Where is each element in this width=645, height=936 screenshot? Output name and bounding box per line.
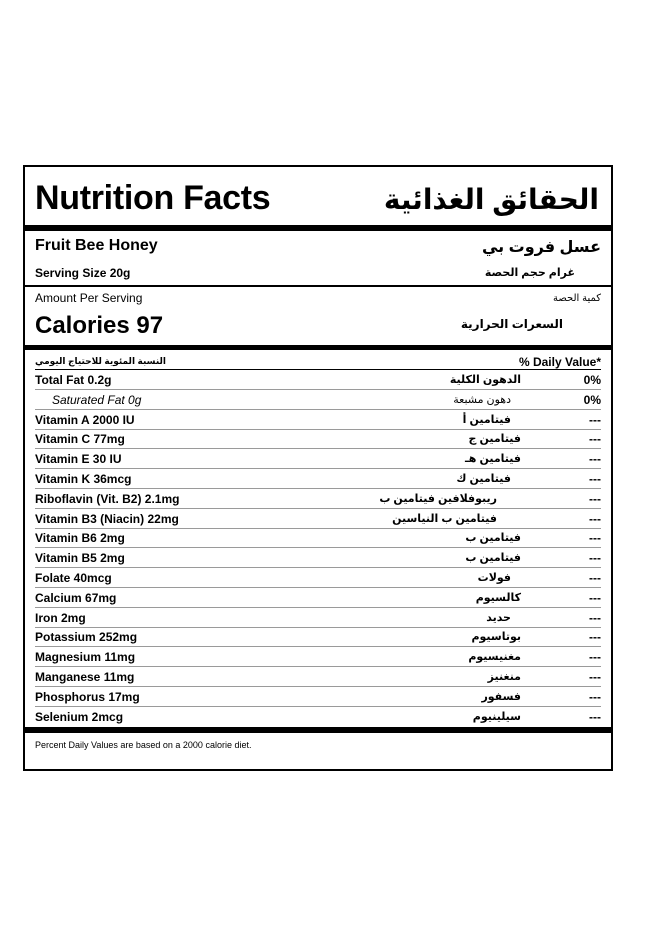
nutrient-row — [35, 449, 601, 469]
serving-size-english: Serving Size 20g — [35, 266, 131, 280]
amount-per-serving-english: Amount Per Serving — [35, 291, 143, 305]
nutrient-name-english: Manganese 11mg — [35, 670, 135, 684]
product-name-english: Fruit Bee Honey — [35, 237, 158, 254]
nutrient-row — [35, 410, 601, 430]
nutrient-name-arabic: فيتامين ج — [468, 433, 521, 446]
nutrient-row — [35, 528, 601, 548]
nutrient-name-english: Selenium 2mcg — [35, 709, 124, 724]
nutrient-daily-value: --- — [589, 432, 601, 447]
nutrient-row — [35, 548, 601, 568]
nutrient-daily-value: --- — [589, 590, 601, 605]
nutrient-daily-value: --- — [589, 610, 601, 625]
nutrient-name-english: Saturated Fat 0g — [52, 392, 142, 407]
nutrient-row — [35, 509, 601, 529]
nutrient-name-english: Potassium 252mg — [35, 630, 138, 645]
nutrient-name-english: Riboflavin (Vit. B2) 2.1mg — [35, 491, 180, 506]
nutrient-name-english: Vitamin C 77mg — [35, 432, 125, 447]
nutrient-name-arabic: مغنيسيوم — [468, 651, 521, 664]
nutrient-name-english: Calcium 67mg — [35, 590, 117, 605]
nutrient-name-english: Phosphorus 17mg — [35, 689, 140, 704]
nutrient-daily-value: --- — [589, 412, 601, 427]
nutrient-daily-value: --- — [589, 491, 601, 506]
nutrient-row — [35, 469, 601, 489]
calories-arabic: السعرات الحرارية — [460, 317, 563, 331]
nutrient-name-english: Vitamin E 30 IU — [35, 452, 122, 467]
nutrient-row — [35, 627, 601, 647]
amount-per-serving-arabic: كمية الحصة — [552, 293, 601, 304]
nutrient-name-arabic: فيتامين ك — [456, 473, 511, 485]
nutrient-row — [35, 608, 601, 628]
nutrient-daily-value: --- — [589, 531, 601, 546]
thick-divider — [25, 345, 611, 350]
nutrient-row — [35, 647, 601, 667]
nutrient-daily-value: --- — [589, 709, 601, 724]
nutrient-daily-value: --- — [589, 670, 601, 684]
title-arabic: الحقائق الغذائية — [383, 184, 599, 215]
thick-divider — [25, 727, 611, 733]
nutrient-name-arabic: فيتامين ب — [465, 552, 521, 565]
calories-english: Calories 97 — [35, 312, 164, 339]
nutrient-name-arabic: فيتامين أ — [462, 413, 511, 426]
nutrient-name-arabic: منغنيز — [487, 671, 521, 683]
nutrient-name-arabic: ريبوفلافين فيتامين ب — [379, 492, 497, 505]
nutrient-name-arabic: فيتامين ب النياسين — [392, 512, 497, 525]
nutrient-name-english: Magnesium 11mg — [35, 650, 136, 665]
nutrition-label — [23, 165, 613, 771]
nutrient-row — [35, 390, 601, 410]
nutrient-daily-value: --- — [589, 630, 601, 645]
nutrient-daily-value: --- — [589, 472, 601, 486]
nutrient-row — [35, 687, 601, 707]
nutrient-name-arabic: فيتامين ب — [465, 532, 521, 545]
serving-size-arabic: غرام حجم الحصة — [484, 267, 575, 279]
title-english: Nutrition Facts — [35, 179, 271, 217]
nutrient-name-arabic: فيتامين هـ — [465, 453, 521, 466]
daily-value-header-arabic: النسبة المئوية للاحتياج اليومي — [35, 356, 166, 366]
nutrient-name-arabic: الدهون الكلية — [449, 374, 521, 386]
nutrient-row — [35, 489, 601, 509]
nutrient-row — [35, 667, 601, 687]
nutrient-row — [35, 370, 601, 390]
nutrient-name-english: Vitamin A 2000 IU — [35, 412, 135, 427]
nutrient-daily-value: --- — [589, 571, 601, 585]
nutrient-name-arabic: سيلينيوم — [472, 710, 521, 723]
nutrient-daily-value: 0% — [583, 392, 601, 407]
nutrient-name-arabic: دهون مشبعة — [453, 393, 511, 406]
nutrient-daily-value: --- — [589, 511, 601, 526]
product-name-arabic: عسل فروت بي — [481, 239, 601, 256]
nutrient-name-english: Vitamin B3 (Niacin) 22mg — [35, 511, 179, 526]
nutrient-name-arabic: حديد — [486, 611, 511, 624]
daily-value-header-english: % Daily Value* — [518, 355, 601, 369]
nutrient-name-english: Iron 2mg — [35, 610, 86, 625]
nutrient-row — [35, 707, 601, 727]
divider — [25, 285, 611, 287]
nutrient-name-english: Vitamin B5 2mg — [35, 551, 125, 566]
nutrient-row — [35, 568, 601, 588]
nutrient-daily-value: --- — [589, 689, 601, 704]
nutrient-daily-value: 0% — [583, 373, 601, 387]
nutrient-name-english: Folate 40mcg — [35, 571, 112, 585]
nutrient-name-arabic: فولات — [477, 572, 511, 584]
footnote: Percent Daily Values are based on a 2000 calorie diet. — [35, 740, 252, 750]
thick-divider — [25, 225, 611, 231]
nutrient-daily-value: --- — [589, 650, 601, 665]
nutrient-name-english: Vitamin K 36mcg — [35, 472, 132, 486]
nutrient-name-english: Total Fat 0.2g — [35, 373, 112, 387]
nutrient-row — [35, 429, 601, 449]
nutrient-daily-value: --- — [589, 551, 601, 566]
nutrient-name-arabic: فسفور — [481, 690, 521, 703]
nutrient-row — [35, 588, 601, 608]
nutrient-daily-value: --- — [589, 452, 601, 467]
nutrient-name-arabic: بوتاسيوم — [471, 631, 521, 644]
nutrient-name-arabic: كالسيوم — [475, 591, 521, 604]
nutrient-name-english: Vitamin B6 2mg — [35, 531, 125, 546]
